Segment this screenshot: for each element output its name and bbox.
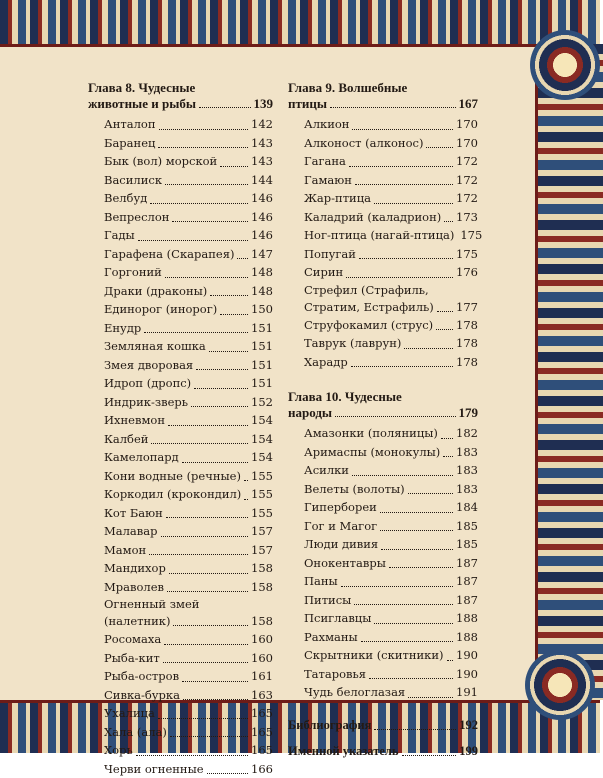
ornamental-border-top (0, 0, 600, 47)
toc-entry (304, 171, 478, 190)
toc-entry (104, 596, 273, 630)
toc-entry (104, 504, 273, 523)
toc-entry (104, 411, 273, 430)
index-entry (288, 742, 478, 760)
chapter-8-entries (104, 115, 273, 778)
chapter-title: животные и рыбы (88, 96, 196, 112)
toc-entry-label: Мраволев (104, 578, 164, 597)
toc-entry-label: Гамаюн (304, 171, 352, 190)
corner-rosette-top (530, 30, 600, 100)
toc-entry-label: (налетник) (104, 613, 170, 630)
toc-entry-label: Струфокамил (струс) (304, 316, 433, 335)
toc-entry (304, 208, 478, 227)
toc-entry (104, 704, 273, 723)
toc-entry-page: 185 (456, 535, 478, 554)
toc-entry-label: Калбей (104, 430, 148, 449)
toc-entry (304, 609, 478, 628)
toc-entry (104, 226, 273, 245)
toc-entry-label: Паны (304, 572, 338, 591)
toc-entry-label: Асилки (304, 461, 349, 480)
toc-entry-label: Скрытники (скитники) (304, 646, 444, 665)
toc-entry (304, 591, 478, 610)
toc-entry-page: 157 (251, 541, 273, 560)
toc-entry (104, 208, 273, 227)
toc-entry-label: Хала (ала) (104, 723, 167, 742)
toc-entry (304, 424, 478, 443)
toc-entry-label: Алкион (304, 115, 349, 134)
toc-entry (304, 572, 478, 591)
toc-entry-page: 183 (456, 480, 478, 499)
toc-entry-label: Камелопард (104, 448, 179, 467)
toc-entry (104, 374, 273, 393)
chapter-page: 167 (459, 96, 479, 112)
toc-entry-page: 175 (460, 226, 482, 245)
toc-entry-page: 161 (251, 667, 273, 686)
toc-entry-page: 158 (251, 578, 273, 597)
toc-entry (104, 741, 273, 760)
toc-entry (304, 245, 478, 264)
toc-entry-label: Мандихор (104, 559, 166, 578)
toc-entry-page: 188 (456, 628, 478, 647)
toc-entry-label: Ног-птица (нагай-птица) (304, 226, 454, 245)
toc-entry-label: Мамон (104, 541, 146, 560)
toc-entry-page: 187 (456, 591, 478, 610)
toc-entry (304, 554, 478, 573)
toc-entry-label: Псиглавцы (304, 609, 371, 628)
toc-entry (104, 559, 273, 578)
toc-entry-page: 158 (251, 559, 273, 578)
toc-entry (104, 467, 273, 486)
toc-entry-label: Енудр (104, 319, 141, 338)
toc-entry-page: 151 (251, 374, 273, 393)
toc-entry-page: 155 (251, 504, 273, 523)
toc-entry (304, 226, 478, 245)
toc-entry-page: 165 (251, 741, 273, 760)
toc-entry (104, 115, 273, 134)
toc-entry-page: 178 (456, 334, 478, 353)
chapter-10-heading (288, 389, 478, 421)
toc-entry-page: 158 (251, 613, 273, 630)
toc-entry (304, 480, 478, 499)
toc-entry-page: 157 (251, 522, 273, 541)
toc-entry-page: 184 (456, 498, 478, 517)
toc-entry-page: 183 (456, 443, 478, 462)
toc-entry-page: 148 (251, 282, 273, 301)
toc-entry (304, 334, 478, 353)
toc-entry-label: Росомаха (104, 630, 161, 649)
toc-entry (104, 723, 273, 742)
toc-entry (304, 665, 478, 684)
toc-entry-label: Огненный змей (104, 596, 273, 613)
toc-entry (104, 319, 273, 338)
chapter-title: народы (288, 405, 332, 421)
toc-entry-page: 150 (251, 300, 273, 319)
toc-entry-label: Рыба-кит (104, 649, 160, 668)
toc-entry-label: Велбуд (104, 189, 147, 208)
toc-entry-page: 170 (456, 134, 478, 153)
toc-entry-label: Змея дворовая (104, 356, 193, 375)
toc-entry (304, 353, 478, 372)
toc-entry (304, 282, 478, 316)
toc-entry-label: Стратим, Естрафиль) (304, 299, 434, 316)
toc-entry-page: 175 (456, 245, 478, 264)
toc-entry (104, 171, 273, 190)
toc-entry-page: 170 (456, 115, 478, 134)
toc-entry-page: 190 (456, 665, 478, 684)
toc-entry-page: 146 (251, 208, 273, 227)
toc-entry (304, 134, 478, 153)
toc-entry-label: Чудь белоглазая (304, 683, 405, 702)
toc-entry-page: 177 (456, 299, 478, 316)
toc-entry-label: Татаровья (304, 665, 366, 684)
toc-entry (304, 628, 478, 647)
chapter-title: птицы (288, 96, 327, 112)
toc-entry-label: Рыба-остров (104, 667, 179, 686)
toc-entry (104, 760, 273, 778)
toc-entry-page: 151 (251, 356, 273, 375)
toc-entry (104, 541, 273, 560)
chapter-page: 139 (254, 96, 274, 112)
toc-entry-label: Амазонки (поляницы) (304, 424, 438, 443)
toc-entry-page: 191 (456, 683, 478, 702)
toc-entry-label: Вепреслон (104, 208, 169, 227)
toc-entry-label: Жар-птица (304, 189, 371, 208)
toc-entry (304, 461, 478, 480)
chapter-8-heading (88, 80, 273, 112)
toc-entry (104, 393, 273, 412)
corner-rosette-bottom (525, 650, 595, 720)
chapter-title: Глава 9. Волшебные (288, 80, 478, 96)
toc-entry (304, 683, 478, 702)
toc-entry-page: 187 (456, 572, 478, 591)
toc-entry-label: Анталоп (104, 115, 156, 134)
toc-column-left (88, 80, 273, 778)
toc-entry (304, 152, 478, 171)
toc-entry-label: Единорог (инорог) (104, 300, 217, 319)
toc-entry-page: 152 (251, 393, 273, 412)
toc-entry-page: 154 (251, 448, 273, 467)
toc-entry-label: Велеты (волоты) (304, 480, 405, 499)
toc-entry (104, 263, 273, 282)
toc-entry-page: 172 (456, 171, 478, 190)
toc-entry-label: Питисы (304, 591, 351, 610)
toc-entry-label: Василиск (104, 171, 162, 190)
index-label: Именной указатель (288, 742, 399, 760)
toc-entry (104, 485, 273, 504)
toc-entry-label: Черви огненные (104, 760, 204, 778)
toc-entry-page: 172 (456, 152, 478, 171)
toc-entry (304, 189, 478, 208)
bibliography-page: 192 (459, 716, 478, 734)
toc-entry (104, 522, 273, 541)
toc-entry-label: Коркодил (крокондил) (104, 485, 241, 504)
toc-entry-label: Попугай (304, 245, 356, 264)
toc-entry (104, 649, 273, 668)
toc-entry-label: Ухалица (104, 704, 155, 723)
toc-entry (304, 535, 478, 554)
toc-entry-label: Земляная кошка (104, 337, 206, 356)
toc-entry-label: Гог и Магог (304, 517, 377, 536)
toc-entry (104, 630, 273, 649)
toc-entry (104, 356, 273, 375)
toc-entry (104, 134, 273, 153)
toc-entry (304, 316, 478, 335)
toc-entry-page: 144 (251, 171, 273, 190)
toc-entry-page: 142 (251, 115, 273, 134)
toc-entry-label: Аримаспы (монокулы) (304, 443, 440, 462)
toc-entry (104, 667, 273, 686)
toc-entry-label: Гады (104, 226, 135, 245)
toc-entry-page: 182 (456, 424, 478, 443)
toc-entry-page: 143 (251, 152, 273, 171)
toc-entry-label: Стрефил (Страфиль, (304, 282, 478, 299)
toc-entry (104, 337, 273, 356)
toc-entry (104, 189, 273, 208)
toc-entry-page: 160 (251, 630, 273, 649)
toc-entry-page: 146 (251, 189, 273, 208)
chapter-10-entries (304, 424, 478, 702)
toc-entry-page: 176 (456, 263, 478, 282)
toc-entry-label: Сирин (304, 263, 343, 282)
toc-entry (104, 300, 273, 319)
toc-entry-page: 172 (456, 189, 478, 208)
toc-entry-page: 143 (251, 134, 273, 153)
toc-entry (104, 448, 273, 467)
toc-entry-page: 154 (251, 430, 273, 449)
toc-entry-page: 155 (251, 467, 273, 486)
toc-entry-label: Гагана (304, 152, 346, 171)
toc-entry-page: 190 (456, 646, 478, 665)
toc-entry-page: 163 (251, 686, 273, 705)
toc-entry-label: Гарафена (Скарапея) (104, 245, 234, 264)
toc-entry-page: 185 (456, 517, 478, 536)
toc-entry-page: 173 (456, 208, 478, 227)
toc-entry-page: 151 (251, 319, 273, 338)
toc-entry-label: Рахманы (304, 628, 358, 647)
toc-entry (304, 646, 478, 665)
toc-entry-page: 147 (251, 245, 273, 264)
toc-entry-label: Горгоний (104, 263, 162, 282)
toc-entry (304, 443, 478, 462)
chapter-9-heading (288, 80, 478, 112)
toc-entry-page: 146 (251, 226, 273, 245)
toc-entry-page: 183 (456, 461, 478, 480)
toc-entry-label: Идроп (дропс) (104, 374, 191, 393)
toc-entry-page: 154 (251, 411, 273, 430)
toc-entry (304, 115, 478, 134)
chapter-page: 179 (459, 405, 479, 421)
toc-entry-page: 178 (456, 316, 478, 335)
chapter-9-entries (304, 115, 478, 371)
toc-entry-label: Баранец (104, 134, 155, 153)
ornamental-border-right (535, 44, 603, 700)
toc-entry-label: Алконост (алконос) (304, 134, 423, 153)
toc-entry (304, 498, 478, 517)
toc-entry (304, 263, 478, 282)
toc-entry (104, 282, 273, 301)
toc-entry-label: Индрик-зверь (104, 393, 188, 412)
toc-entry-label: Кони водные (речные) (104, 467, 241, 486)
toc-entry-label: Гипербореи (304, 498, 377, 517)
toc-entry-label: Драки (драконы) (104, 282, 207, 301)
toc-entry (104, 578, 273, 597)
toc-entry-page: 160 (251, 649, 273, 668)
toc-entry-label: Хорь (104, 741, 133, 760)
toc-entry-page: 166 (251, 760, 273, 778)
toc-entry-label: Онокентавры (304, 554, 386, 573)
toc-entry-page: 151 (251, 337, 273, 356)
chapter-title: Глава 10. Чудесные (288, 389, 478, 405)
toc-entry-label: Харадр (304, 353, 348, 372)
toc-entry-page: 178 (456, 353, 478, 372)
toc-entry-label: Люди дивия (304, 535, 378, 554)
toc-entry-label: Каладрий (каладрион) (304, 208, 441, 227)
toc-entry-page: 165 (251, 704, 273, 723)
bibliography-label: Библиография (288, 716, 371, 734)
index-page: 199 (459, 742, 478, 760)
toc-column-right (288, 80, 478, 760)
toc-entry-label: Таврук (лаврун) (304, 334, 401, 353)
toc-entry-label: Бык (вол) морской (104, 152, 217, 171)
bibliography-entry (288, 716, 478, 734)
toc-entry (104, 686, 273, 705)
toc-entry-page: 187 (456, 554, 478, 573)
toc-entry (104, 245, 273, 264)
toc-entry-page: 155 (251, 485, 273, 504)
toc-entry-label: Малавар (104, 522, 158, 541)
toc-entry-page: 188 (456, 609, 478, 628)
toc-entry-page: 148 (251, 263, 273, 282)
toc-entry-page: 165 (251, 723, 273, 742)
toc-entry (104, 152, 273, 171)
toc-entry (304, 517, 478, 536)
toc-entry (104, 430, 273, 449)
toc-entry-label: Кот Баюн (104, 504, 163, 523)
chapter-title: Глава 8. Чудесные (88, 80, 273, 96)
toc-entry-label: Ихневмон (104, 411, 165, 430)
toc-entry-label: Сивка-бурка (104, 686, 180, 705)
